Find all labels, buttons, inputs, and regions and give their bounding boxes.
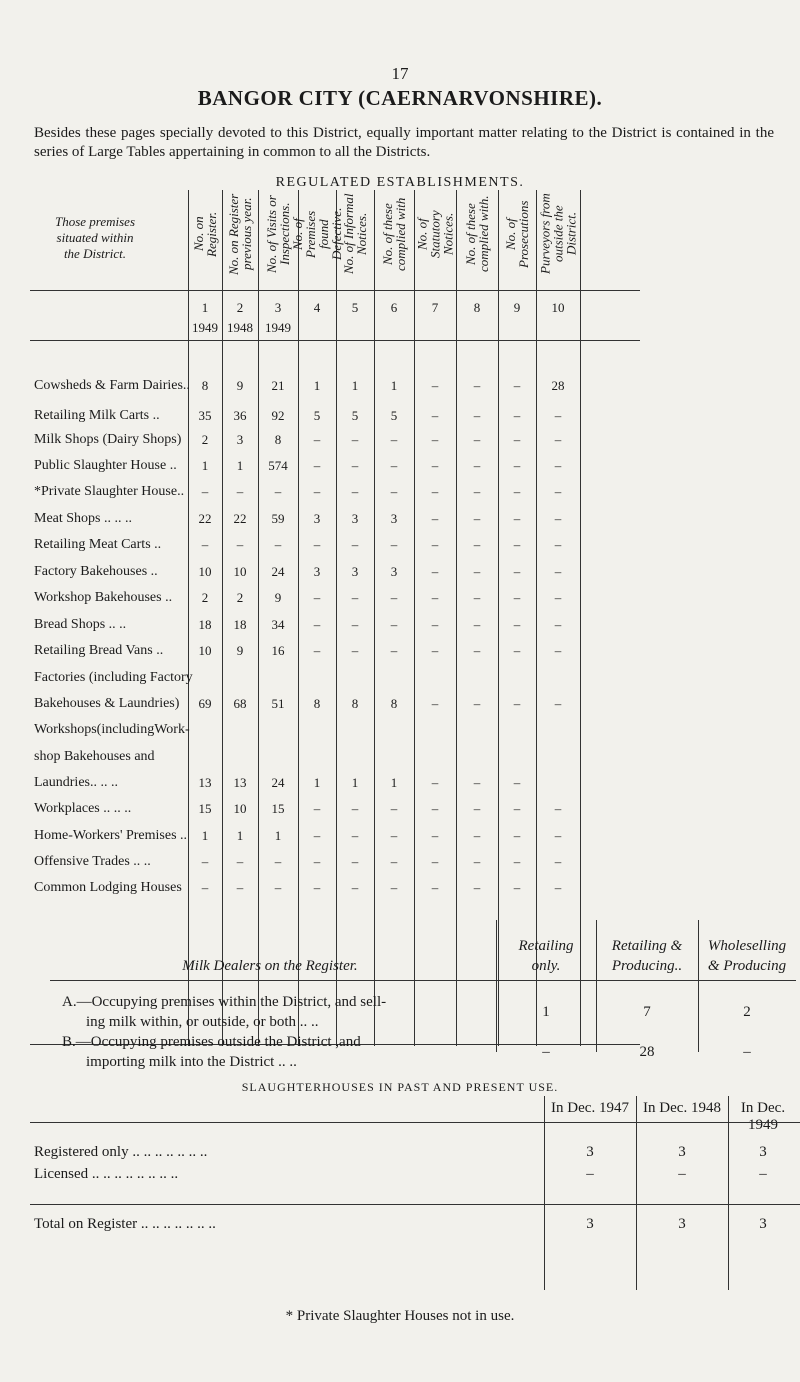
total-cell: 3 xyxy=(678,1216,686,1232)
table-cell: – xyxy=(473,828,481,843)
table-cell: 3 xyxy=(351,564,359,579)
table-cell: – xyxy=(513,854,521,869)
table-cell: 9 xyxy=(236,378,244,393)
slaughter-cell: 3 xyxy=(586,1144,594,1160)
table-cell: – xyxy=(473,564,481,579)
table-cell: – xyxy=(351,880,359,895)
table-cell: – xyxy=(513,458,521,473)
table-cell: 8 xyxy=(313,696,321,711)
table-cell: – xyxy=(513,775,521,790)
column-header-10: Purveyors from outside the District. xyxy=(537,193,579,275)
column-number: 1 xyxy=(201,300,209,315)
table-cell: 5 xyxy=(313,408,321,423)
row-label: Workshop Bakehouses .. xyxy=(34,590,173,605)
row-label: Retailing Milk Carts .. xyxy=(34,408,160,423)
table-cell: 68 xyxy=(233,696,247,711)
column-number: 6 xyxy=(390,300,398,315)
intro-paragraph: Besides these pages specially devoted to this District, equally important matter relating to the District is contained in the series of Large Tables appertaining in common to all the Districts. xyxy=(34,125,774,160)
column-number: 9 xyxy=(513,300,521,315)
table-cell: 3 xyxy=(313,511,321,526)
column-header-1: No. on Register. xyxy=(191,211,219,257)
row-label: Public Slaughter House .. xyxy=(34,458,177,473)
table-cell: 13 xyxy=(233,775,247,790)
table-cell: – xyxy=(473,408,481,423)
row-label: Retailing Meat Carts .. xyxy=(34,537,162,552)
table-cell: 92 xyxy=(271,408,285,423)
table-cell: – xyxy=(274,854,282,869)
table-cell: – xyxy=(236,537,244,552)
table-cell: – xyxy=(313,484,321,499)
column-header-8: No. of these complied with. xyxy=(463,195,491,273)
table-cell: – xyxy=(390,458,398,473)
table-cell: – xyxy=(351,484,359,499)
milk-header-label: Milk Dealers on the Register. xyxy=(182,958,358,974)
table-cell: 2 xyxy=(201,432,209,447)
table-cell: 1 xyxy=(351,378,359,393)
table-cell: 9 xyxy=(236,643,244,658)
table-cell: – xyxy=(431,828,439,843)
table-cell: – xyxy=(513,880,521,895)
table-cell: – xyxy=(201,537,209,552)
table-cell: – xyxy=(473,775,481,790)
regulated-heading: REGULATED ESTABLISHMENTS. xyxy=(275,175,525,190)
table-cell: – xyxy=(390,590,398,605)
milk-cell: – xyxy=(743,1044,751,1060)
slaughter-cell: 3 xyxy=(759,1144,767,1160)
row-label: Meat Shops .. .. .. xyxy=(34,511,132,526)
table-cell: – xyxy=(431,696,439,711)
table-cell: – xyxy=(390,828,398,843)
table-cell: 3 xyxy=(313,564,321,579)
column-year: 1948 xyxy=(227,320,253,335)
column-rule xyxy=(544,1096,545,1290)
table-cell: – xyxy=(513,696,521,711)
slaughter-cell: – xyxy=(678,1166,686,1182)
table-cell: – xyxy=(390,880,398,895)
milk-cell: 28 xyxy=(639,1044,655,1060)
table-cell: – xyxy=(431,378,439,393)
table-cell: – xyxy=(513,828,521,843)
table-cell: 13 xyxy=(198,775,212,790)
table-cell: – xyxy=(313,617,321,632)
table-cell: – xyxy=(554,511,562,526)
table-cell: 18 xyxy=(233,617,247,632)
column-number: 7 xyxy=(431,300,439,315)
row-label: Home-Workers' Premises .. xyxy=(34,828,188,843)
footnote: * Private Slaughter Houses not in use. xyxy=(285,1308,515,1324)
table-cell: – xyxy=(201,484,209,499)
table-cell: – xyxy=(236,880,244,895)
table-cell: – xyxy=(554,854,562,869)
table-cell: 8 xyxy=(201,378,209,393)
table-cell: – xyxy=(390,643,398,658)
table-cell: – xyxy=(431,564,439,579)
table-cell: 10 xyxy=(198,643,212,658)
table-cell: 10 xyxy=(233,564,247,579)
column-number: 2 xyxy=(236,300,244,315)
table-cell: – xyxy=(431,775,439,790)
column-number: 3 xyxy=(274,300,282,315)
table-cell: – xyxy=(554,458,562,473)
table-cell: – xyxy=(554,408,562,423)
table-cell: 1 xyxy=(390,378,398,393)
table-cell: – xyxy=(473,880,481,895)
column-header-6: No. of these complied with xyxy=(380,197,408,271)
table-cell: 59 xyxy=(271,511,285,526)
table-cell: 10 xyxy=(198,564,212,579)
table-cell: – xyxy=(473,378,481,393)
table-cell: 2 xyxy=(201,590,209,605)
table-cell: 28 xyxy=(551,378,565,393)
table-cell: – xyxy=(236,854,244,869)
table-cell: – xyxy=(554,432,562,447)
row-label: shop Bakehouses and xyxy=(34,749,155,764)
milk-column-header: & Producing xyxy=(707,958,787,974)
table-cell: – xyxy=(473,590,481,605)
total-rule xyxy=(30,1204,800,1205)
slaughter-column-header: In Dec. 1947 xyxy=(551,1100,629,1116)
table-cell: – xyxy=(554,828,562,843)
table-cell: 1 xyxy=(201,458,209,473)
table-cell: – xyxy=(313,643,321,658)
milk-column-header: Retailing & xyxy=(611,938,683,954)
row-label: Milk Shops (Dairy Shops) xyxy=(34,432,182,447)
table-cell: – xyxy=(351,801,359,816)
header-rule xyxy=(30,290,640,291)
table-cell: 3 xyxy=(236,432,244,447)
column-number: 5 xyxy=(351,300,359,315)
table-cell: 3 xyxy=(390,511,398,526)
table-cell: – xyxy=(274,537,282,552)
table-cell: – xyxy=(431,484,439,499)
total-cell: 3 xyxy=(759,1216,767,1232)
table-cell: 22 xyxy=(198,511,212,526)
table-cell: – xyxy=(431,880,439,895)
row-label: Workplaces .. .. .. xyxy=(34,801,132,816)
table-cell: – xyxy=(431,458,439,473)
milk-cell: – xyxy=(542,1044,550,1060)
table-cell: 8 xyxy=(274,432,282,447)
milk-cell: 2 xyxy=(743,1004,751,1020)
table-cell: 16 xyxy=(271,643,285,658)
row-label: Bread Shops .. .. xyxy=(34,617,127,632)
milk-row-text: importing milk into the District .. .. xyxy=(86,1054,297,1070)
table-cell: – xyxy=(473,854,481,869)
table-cell: 3 xyxy=(390,564,398,579)
row-label: Factories (including Factory xyxy=(34,670,193,685)
table-cell: – xyxy=(513,590,521,605)
table-cell: – xyxy=(390,537,398,552)
table-cell: – xyxy=(313,432,321,447)
table-cell: – xyxy=(313,828,321,843)
table-cell: 574 xyxy=(268,458,288,473)
table-cell: – xyxy=(513,801,521,816)
table-cell: – xyxy=(390,432,398,447)
table-cell: – xyxy=(351,458,359,473)
table-cell: 51 xyxy=(271,696,285,711)
table-cell: 3 xyxy=(351,511,359,526)
slaughter-column-header: In Dec. 1949 xyxy=(740,1100,786,1133)
table-cell: – xyxy=(554,880,562,895)
table-cell: 1 xyxy=(390,775,398,790)
table-cell: – xyxy=(554,537,562,552)
slaughter-cell: – xyxy=(586,1166,594,1182)
table-cell: – xyxy=(513,484,521,499)
table-cell: 24 xyxy=(271,564,285,579)
milk-column-header: Retailing xyxy=(518,938,574,954)
table-cell: – xyxy=(351,432,359,447)
table-cell: – xyxy=(351,537,359,552)
row-label: *Private Slaughter House.. xyxy=(34,484,185,499)
table-cell: – xyxy=(431,617,439,632)
table-cell: – xyxy=(513,643,521,658)
table-cell: 36 xyxy=(233,408,247,423)
table-cell: – xyxy=(390,617,398,632)
row-label: Bakehouses & Laundries) xyxy=(34,696,180,711)
column-number: 4 xyxy=(313,300,321,315)
table-cell: – xyxy=(473,696,481,711)
table-cell: 34 xyxy=(271,617,285,632)
table-cell: – xyxy=(554,643,562,658)
table-cell: 1 xyxy=(236,458,244,473)
table-cell: – xyxy=(390,854,398,869)
table-cell: 24 xyxy=(271,775,285,790)
table-cell: 9 xyxy=(274,590,282,605)
table-cell: 18 xyxy=(198,617,212,632)
slaughter-cell: 3 xyxy=(678,1144,686,1160)
row-label: Retailing Bread Vans .. xyxy=(34,643,164,658)
header-rule xyxy=(30,340,640,341)
table-cell: 8 xyxy=(351,696,359,711)
header-rule xyxy=(50,980,796,981)
table-cell: 21 xyxy=(271,378,285,393)
table-cell: – xyxy=(431,432,439,447)
row-label: Common Lodging Houses xyxy=(34,880,182,895)
column-number: 10 xyxy=(551,300,565,315)
row-label: Factory Bakehouses .. xyxy=(34,564,158,579)
row-label: Laundries.. .. .. xyxy=(34,775,118,790)
table-cell: – xyxy=(431,511,439,526)
slaughter-column-header: In Dec. 1948 xyxy=(643,1100,721,1116)
slaughter-row-label: Registered only .. .. .. .. .. .. .. xyxy=(34,1144,208,1160)
table-cell: – xyxy=(313,801,321,816)
table-cell: 1 xyxy=(201,828,209,843)
column-rule xyxy=(580,190,581,1046)
table-cell: – xyxy=(473,617,481,632)
table-cell: – xyxy=(473,643,481,658)
table-cell: – xyxy=(473,484,481,499)
table-cell: – xyxy=(513,564,521,579)
table-cell: – xyxy=(274,484,282,499)
table-cell: – xyxy=(554,696,562,711)
table-cell: 35 xyxy=(198,408,212,423)
table-cell: 2 xyxy=(236,590,244,605)
table-cell: 69 xyxy=(198,696,212,711)
table-cell: – xyxy=(431,408,439,423)
page-title: BANGOR CITY (CAERNARVONSHIRE). xyxy=(197,86,603,110)
table-cell: – xyxy=(473,511,481,526)
table-cell: – xyxy=(351,590,359,605)
column-rule xyxy=(636,1096,637,1290)
table-cell: – xyxy=(390,484,398,499)
table-cell: – xyxy=(313,590,321,605)
table-cell: – xyxy=(313,458,321,473)
table-cell: – xyxy=(431,854,439,869)
column-header-4: No. of Premises found Defective. xyxy=(290,207,344,261)
table-cell: – xyxy=(313,880,321,895)
slaughter-row-label: Licensed .. .. .. .. .. .. .. .. xyxy=(34,1166,179,1182)
column-year: 1949 xyxy=(192,320,218,335)
column-header-9: No. of Prosecutions xyxy=(503,200,531,268)
column-header-5: No. of Informal Notices. xyxy=(341,193,369,275)
table-cell: 1 xyxy=(351,775,359,790)
table-cell: – xyxy=(554,590,562,605)
table-cell: – xyxy=(473,432,481,447)
table-cell: – xyxy=(473,458,481,473)
table-cell: – xyxy=(431,643,439,658)
table-cell: – xyxy=(513,432,521,447)
table-cell: – xyxy=(513,408,521,423)
slaughter-cell: – xyxy=(759,1166,767,1182)
table-cell: – xyxy=(513,617,521,632)
table-cell: – xyxy=(554,617,562,632)
column-year: 1949 xyxy=(265,320,291,335)
table-cell: – xyxy=(473,801,481,816)
table-cell: – xyxy=(201,880,209,895)
table-cell: – xyxy=(201,854,209,869)
milk-row-text: ing milk within, or outside, or both .. .. xyxy=(86,1014,319,1030)
table-cell: – xyxy=(431,801,439,816)
column-header-7: No. of Statutory Notices. xyxy=(414,210,456,258)
table-cell: 10 xyxy=(233,801,247,816)
total-cell: 3 xyxy=(586,1216,594,1232)
table-cell: – xyxy=(351,617,359,632)
table-cell: – xyxy=(513,537,521,552)
table-cell: 5 xyxy=(390,408,398,423)
table-cell: – xyxy=(274,880,282,895)
header-rule xyxy=(30,1122,800,1123)
table-cell: – xyxy=(554,801,562,816)
table-cell: – xyxy=(431,590,439,605)
table-cell: 1 xyxy=(313,378,321,393)
milk-row-text: B.—Occupying premises outside the District ,and xyxy=(62,1034,361,1050)
table-cell: – xyxy=(554,484,562,499)
table-cell: – xyxy=(351,643,359,658)
table-cell: – xyxy=(554,564,562,579)
table-cell: 8 xyxy=(390,696,398,711)
table-cell: – xyxy=(513,511,521,526)
premises-column-header: Those premises situated within the District. xyxy=(54,214,136,261)
table-cell: 15 xyxy=(271,801,285,816)
milk-column-header: Producing.. xyxy=(611,958,683,974)
milk-cell: 1 xyxy=(542,1004,550,1020)
table-cell: – xyxy=(390,801,398,816)
table-cell: 15 xyxy=(198,801,212,816)
table-cell: – xyxy=(431,537,439,552)
table-cell: – xyxy=(313,537,321,552)
row-label: Cowsheds & Farm Dairies.. xyxy=(34,378,190,393)
table-cell: – xyxy=(351,854,359,869)
row-label: Workshops(includingWork- xyxy=(34,722,190,737)
table-cell: 1 xyxy=(274,828,282,843)
table-cell: – xyxy=(513,378,521,393)
page-number: 17 xyxy=(391,64,409,83)
column-header-2: No. on Register previous year. xyxy=(226,193,254,275)
milk-cell: 7 xyxy=(643,1004,651,1020)
table-cell: 5 xyxy=(351,408,359,423)
table-cell: 1 xyxy=(313,775,321,790)
table-cell: – xyxy=(313,854,321,869)
slaughterhouses-heading: SLAUGHTERHOUSES IN PAST AND PRESENT USE. xyxy=(241,1080,559,1094)
table-cell: 1 xyxy=(236,828,244,843)
table-cell: – xyxy=(473,537,481,552)
milk-row-text: A.—Occupying premises within the District, and sell- xyxy=(62,994,387,1010)
table-cell: – xyxy=(236,484,244,499)
table-cell: – xyxy=(351,828,359,843)
column-header-3: No. of Visits or Inspections. xyxy=(264,195,292,273)
row-label: Offensive Trades .. .. xyxy=(34,854,151,869)
milk-column-header: only. xyxy=(531,958,561,974)
total-row-label: Total on Register .. .. .. .. .. .. .. xyxy=(34,1216,216,1232)
milk-column-header: Wholeselling xyxy=(707,938,787,954)
table-cell: 22 xyxy=(233,511,247,526)
column-number: 8 xyxy=(473,300,481,315)
